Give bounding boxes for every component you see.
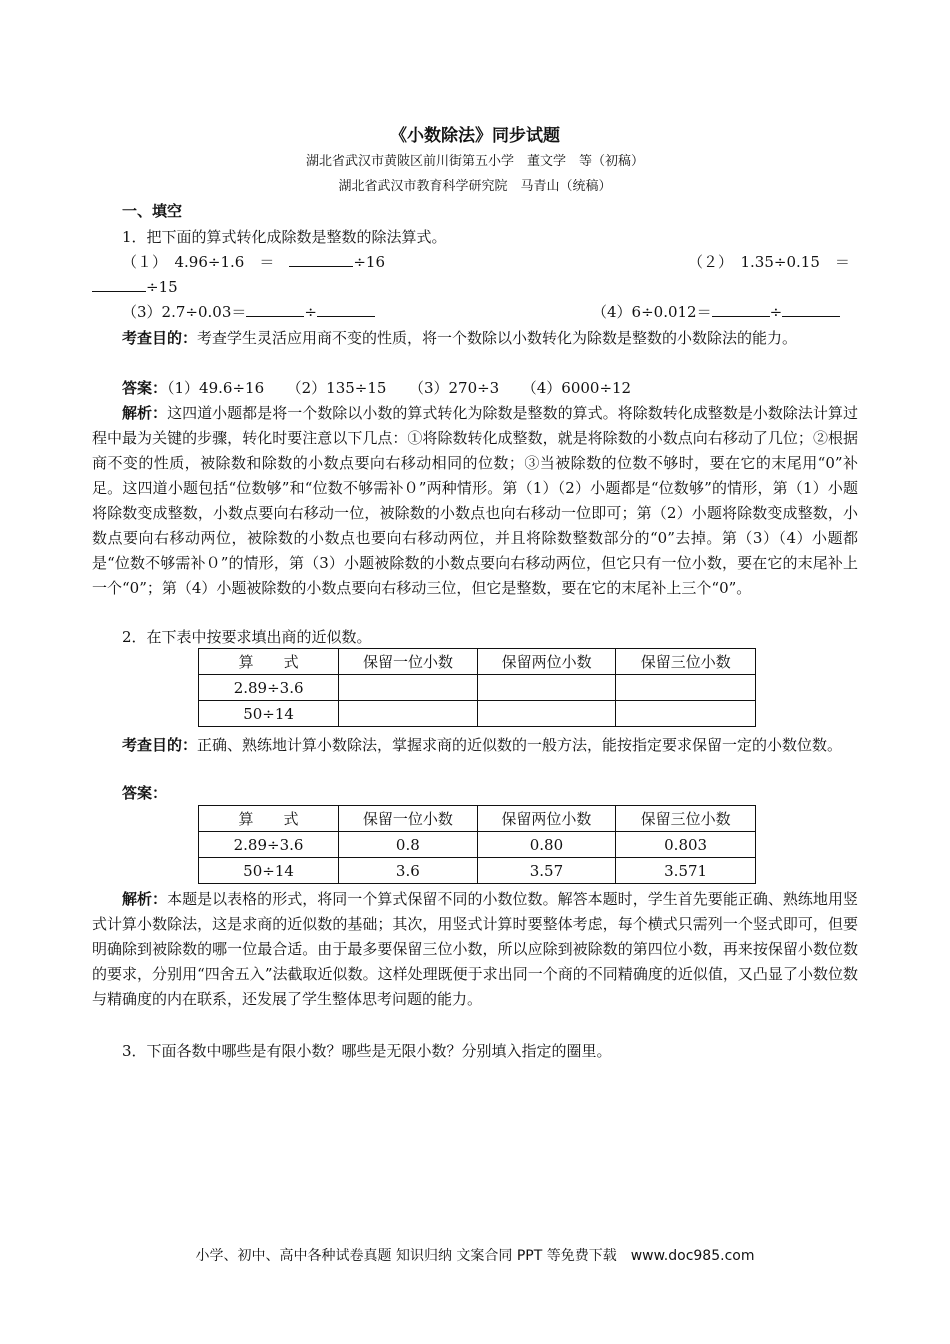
answer-cell[interactable] [616,701,756,727]
table-row [199,858,756,884]
table-cell: 3.571 [616,858,756,884]
q1-part2-suffix: ÷15 [146,278,178,296]
q2-answer-table [198,805,756,884]
table-header-cell: 保留三位小数 [616,806,756,832]
q2-question-table [198,648,756,727]
q1-purpose [92,326,858,351]
table-header-row [199,806,756,832]
q1-part4-blank-b[interactable] [782,302,840,317]
q1-part1-blank[interactable] [289,252,353,267]
answer-cell[interactable] [339,701,478,727]
table-row [199,675,756,701]
table-row [199,701,756,727]
answer-cell[interactable] [339,675,478,701]
q1-part4-prefix: （4）6÷0.012＝ [592,303,712,321]
table-cell: 3.57 [477,858,616,884]
answer-cell[interactable] [616,675,756,701]
table-header-cell: 保留两位小数 [477,649,616,675]
q2-answer-label: 答案： [122,784,168,802]
table-header-cell: 保留一位小数 [339,649,478,675]
q1-part3-blank-a[interactable] [246,302,304,317]
q1-stem: 1．把下面的算式转化成除数是整数的除法算式。 [122,228,447,246]
table-cell: 2.89÷3.6 [199,675,339,701]
q1-answer-text: （1）49.6÷16 （2）135÷15 （3）270÷3 （4）6000÷12 [167,379,632,397]
q1-analysis-label: 解析： [122,404,168,422]
author-line-2: 湖北省武汉市教育科学研究院 马青山（统稿） [338,179,612,194]
answer-cell[interactable] [477,701,616,727]
table-header-cell: 算 式 [199,806,339,832]
q2-purpose [92,733,858,758]
q1-answer [122,377,631,399]
q1-part2-blank[interactable] [92,277,146,292]
table-cell: 50÷14 [199,858,339,884]
q1-analysis-text: 这四道小题都是将一个数除以小数的算式转化为除数是整数的算式。将除数转化成整数是小数除法计算过程中最为关键的步骤，转化时要注意以下几点：①将除数转化成整数，就是将除数的小数点向右移动了几位；②根据商不变的性质，被除数和除数的小数点要向右移动相同的位数；③当被除数的位数不够时，要在它的末尾用“0”补足。这四道小题包括“位数够”和“位数不够需补０”两种情形。第（1）（2）小题都是“位数够”的情形，第（1）小题将除数变成整数，小数点要向右移动一位，被除数的小数点也向右移动一位即可；第（2）小题将除数变成整数，小数点要向右移动两位，被除数的小数点也要向右移动两位，并且将除数整数部分的“0”去掉。第（3）（4）小题都是“位数不够需补０”的情形，第（3）小题被除数的小数点要向右移动两位，但它只有一位小数，要在它的末尾补上一个“0”；第（4）小题被除数的小数点要向右移动三位，但它是整数，要在它的末尾补上三个“0”。 [92,404,858,597]
q2-purpose-label: 考查目的： [122,736,198,754]
page-title: 《小数除法》同步试题 [390,126,560,146]
q1-part3-mid: ÷ [304,303,317,321]
q1-purpose-text: 考查学生灵活应用商不变的性质，将一个数除以小数转化为除数是整数的小数除法的能力。 [197,329,798,347]
q1-part4-blank-a[interactable] [712,302,770,317]
table-header-row [199,649,756,675]
q2-stem: 2．在下表中按要求填出商的近似数。 [122,628,372,646]
answer-cell[interactable] [477,675,616,701]
table-cell: 3.6 [339,858,478,884]
table-cell: 50÷14 [199,701,339,727]
q2-analysis-text: 本题是以表格的形式，将同一个算式保留不同的小数位数。解答本题时，学生首先要能正确、熟练地用竖式计算小数除法，这是求商的近似数的基础；其次，用竖式计算时要整体考虑，每个横式只需列一个竖式即可，但要明确除到被除数的哪一位最合适。由于最多要保留三位小数，所以应除到被除数的第四位小数，再来按保留小数位数的要求，分别用“四舍五入”法截取近似数。这样处理既便于求出同一个商的不同精确度的近似值，又凸显了小数位数与精确度的内在联系，还发展了学生整体思考问题的能力。 [92,890,858,1008]
q1-part1-prefix: （１） 4.96÷1.6 ＝ [122,253,290,271]
q1-part3 [122,301,375,323]
author-line-1: 湖北省武汉市黄陂区前川街第五小学 董文学 等（初稿） [305,154,644,169]
page-footer: 小学、初中、高中各种试卷真题 知识归纳 文案合同 PPT 等免费下载 www.doc985.com [195,1248,755,1264]
q1-part1-suffix: ÷16 [353,253,385,271]
q1-part2-prefix: （２） 1.35÷0.15 ＝ [688,253,850,271]
q1-part2-cont [92,276,178,298]
table-cell: 0.8 [339,832,478,858]
q2-purpose-text: 正确、熟练地计算小数除法，掌握求商的近似数的一般方法，能按指定要求保留一定的小数位数。 [197,736,843,754]
q1-purpose-label: 考查目的： [122,329,198,347]
table-row [199,832,756,858]
q2-analysis [92,887,858,1012]
table-cell: 0.80 [477,832,616,858]
table-header-cell: 算 式 [199,649,339,675]
q1-part1 [122,251,385,273]
table-header-cell: 保留两位小数 [477,806,616,832]
table-cell: 0.803 [616,832,756,858]
q1-part4-mid: ÷ [769,303,783,321]
table-header-cell: 保留三位小数 [616,649,756,675]
q2-analysis-label: 解析： [122,890,168,908]
q1-part3-blank-b[interactable] [317,302,375,317]
q3-stem: 3．下面各数中哪些是有限小数？哪些是无限小数？分别填入指定的圈里。 [122,1042,612,1060]
q1-part4 [592,301,840,323]
table-header-cell: 保留一位小数 [339,806,478,832]
q1-answer-label: 答案： [122,379,168,397]
q1-analysis [92,401,858,601]
section-heading: 一、填空 [122,202,183,220]
q1-part3-prefix: （3）2.7÷0.03＝ [122,303,247,321]
table-cell: 2.89÷3.6 [199,832,339,858]
